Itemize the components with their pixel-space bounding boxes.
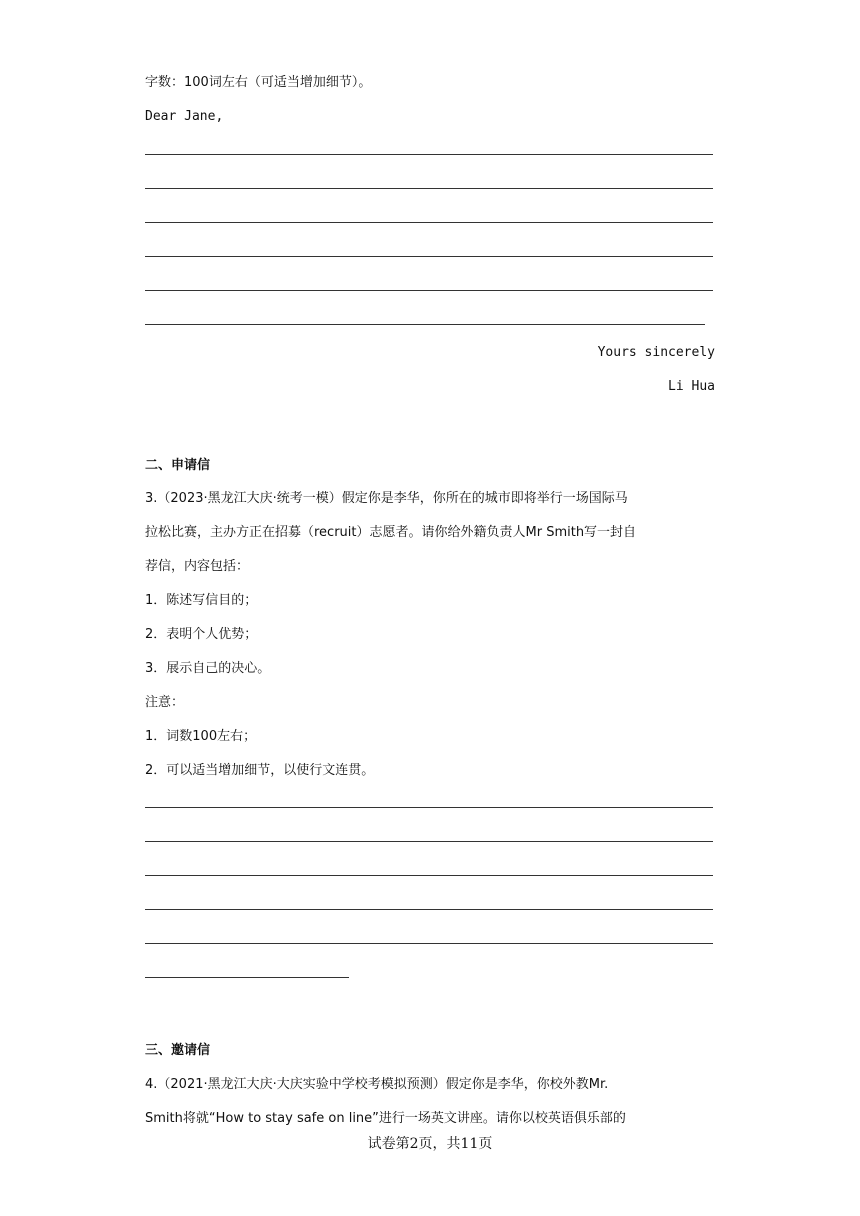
question-text: 4.（2021·黑龙江大庆·大庆实验中学校考模拟预测）假定你是李华，你校外教Mr. (145, 1077, 609, 1092)
answer-line (145, 943, 713, 944)
list-item: 1．词数100左右； (145, 729, 257, 744)
signature: Li Hua (668, 379, 715, 394)
question-text: 荐信，内容包括： (145, 559, 250, 574)
section-heading: 三、邀请信 (145, 1043, 211, 1058)
salutation: Dear Jane, (145, 109, 224, 124)
closing: Yours sincerely (597, 345, 715, 360)
answer-line (145, 222, 713, 223)
list-item: 3．展示自己的决心。 (145, 661, 271, 676)
answer-line (145, 324, 705, 325)
answer-line (145, 977, 349, 978)
answer-line (145, 256, 713, 257)
answer-line (145, 909, 713, 910)
question-text: 拉松比赛，主办方正在招募（recruit）志愿者。请你给外籍负责人Mr Smith写一封自 (145, 525, 637, 540)
answer-line (145, 188, 713, 189)
list-item: 2．可以适当增加细节，以使行文连贯。 (145, 763, 375, 778)
answer-line (145, 807, 713, 808)
question-text: 3.（2023·黑龙江大庆·统考一模）假定你是李华，你所在的城市即将举行一场国际马 (145, 491, 628, 506)
answer-line (145, 290, 713, 291)
answer-line (145, 841, 713, 842)
question-text: Smith将就“How to stay safe on line”进行一场英文讲座。请你以校英语俱乐部的 (145, 1111, 626, 1126)
answer-line (145, 875, 713, 876)
list-item: 2．表明个人优势； (145, 627, 258, 642)
answer-line (145, 154, 713, 155)
word-count-note: 字数：100词左右（可适当增加细节）。 (145, 75, 372, 90)
section-heading: 二、申请信 (145, 458, 211, 473)
list-item: 1．陈述写信目的； (145, 593, 258, 608)
note-label: 注意： (145, 695, 185, 710)
page-footer: 试卷第2页，共11页 (367, 1136, 493, 1152)
